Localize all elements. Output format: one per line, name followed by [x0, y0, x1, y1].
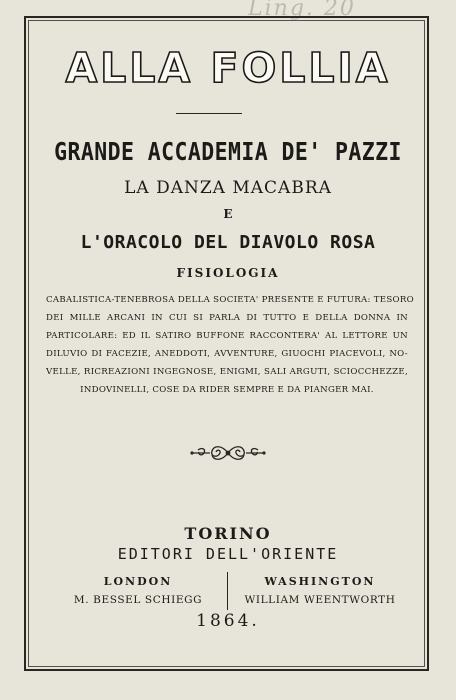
book-title: ALLA FOLLIA — [65, 44, 391, 92]
description-block — [46, 291, 414, 399]
imprint-divider — [227, 572, 228, 610]
title-rule — [176, 113, 242, 114]
washington-label: WASHINGTON — [264, 575, 376, 588]
publication-year: 1864. — [196, 611, 260, 631]
main-heading: GRANDE ACCADEMIA DE' PAZZI — [54, 137, 402, 166]
description-line: VELLE, RICREAZIONI INGEGNOSE, ENIGMI, SALI ARGUTI, SCIOCCHEZZE, — [46, 367, 408, 377]
genre-label: FISIOLOGIA — [176, 266, 280, 280]
imprint-city: TORINO — [184, 524, 272, 543]
washington-agent: WILLIAM WEENTWORTH — [244, 594, 396, 606]
handwritten-note: Ling. 20 — [248, 0, 356, 21]
london-agent: M. BESSEL SCHIEGG — [73, 594, 203, 606]
description-line: DEI MILLE ARCANI IN CUI SI PARLA DI TUTTO E DELLA DONNA IN — [46, 313, 408, 323]
description-line: DILUVIO DI FACEZIE, ANEDDOTI, AVVENTURE, GIUOCHI PIACEVOLI, NO- — [46, 349, 408, 359]
subheading: LA DANZA MACABRA — [124, 178, 332, 198]
second-heading: L'ORACOLO DEL DIAVOLO ROSA — [80, 232, 376, 253]
description-line: INDOVINELLI, COSE DA RIDER SEMPRE E DA PIANGER MAI. — [80, 385, 374, 395]
description-line: CABALISTICA-TENEBROSA DELLA SOCIETA' PRESENTE E FUTURA: TESORO — [46, 295, 414, 305]
description-line: PARTICOLARE: ED IL SATIRO BUFFONE RACCONTERA' AL LETTORE UN — [46, 331, 408, 341]
fleuron-ornament-icon — [190, 441, 266, 465]
conjunction: E — [223, 207, 233, 221]
london-label: LONDON — [103, 575, 173, 588]
publisher: EDITORI DELL'ORIENTE — [117, 545, 339, 563]
